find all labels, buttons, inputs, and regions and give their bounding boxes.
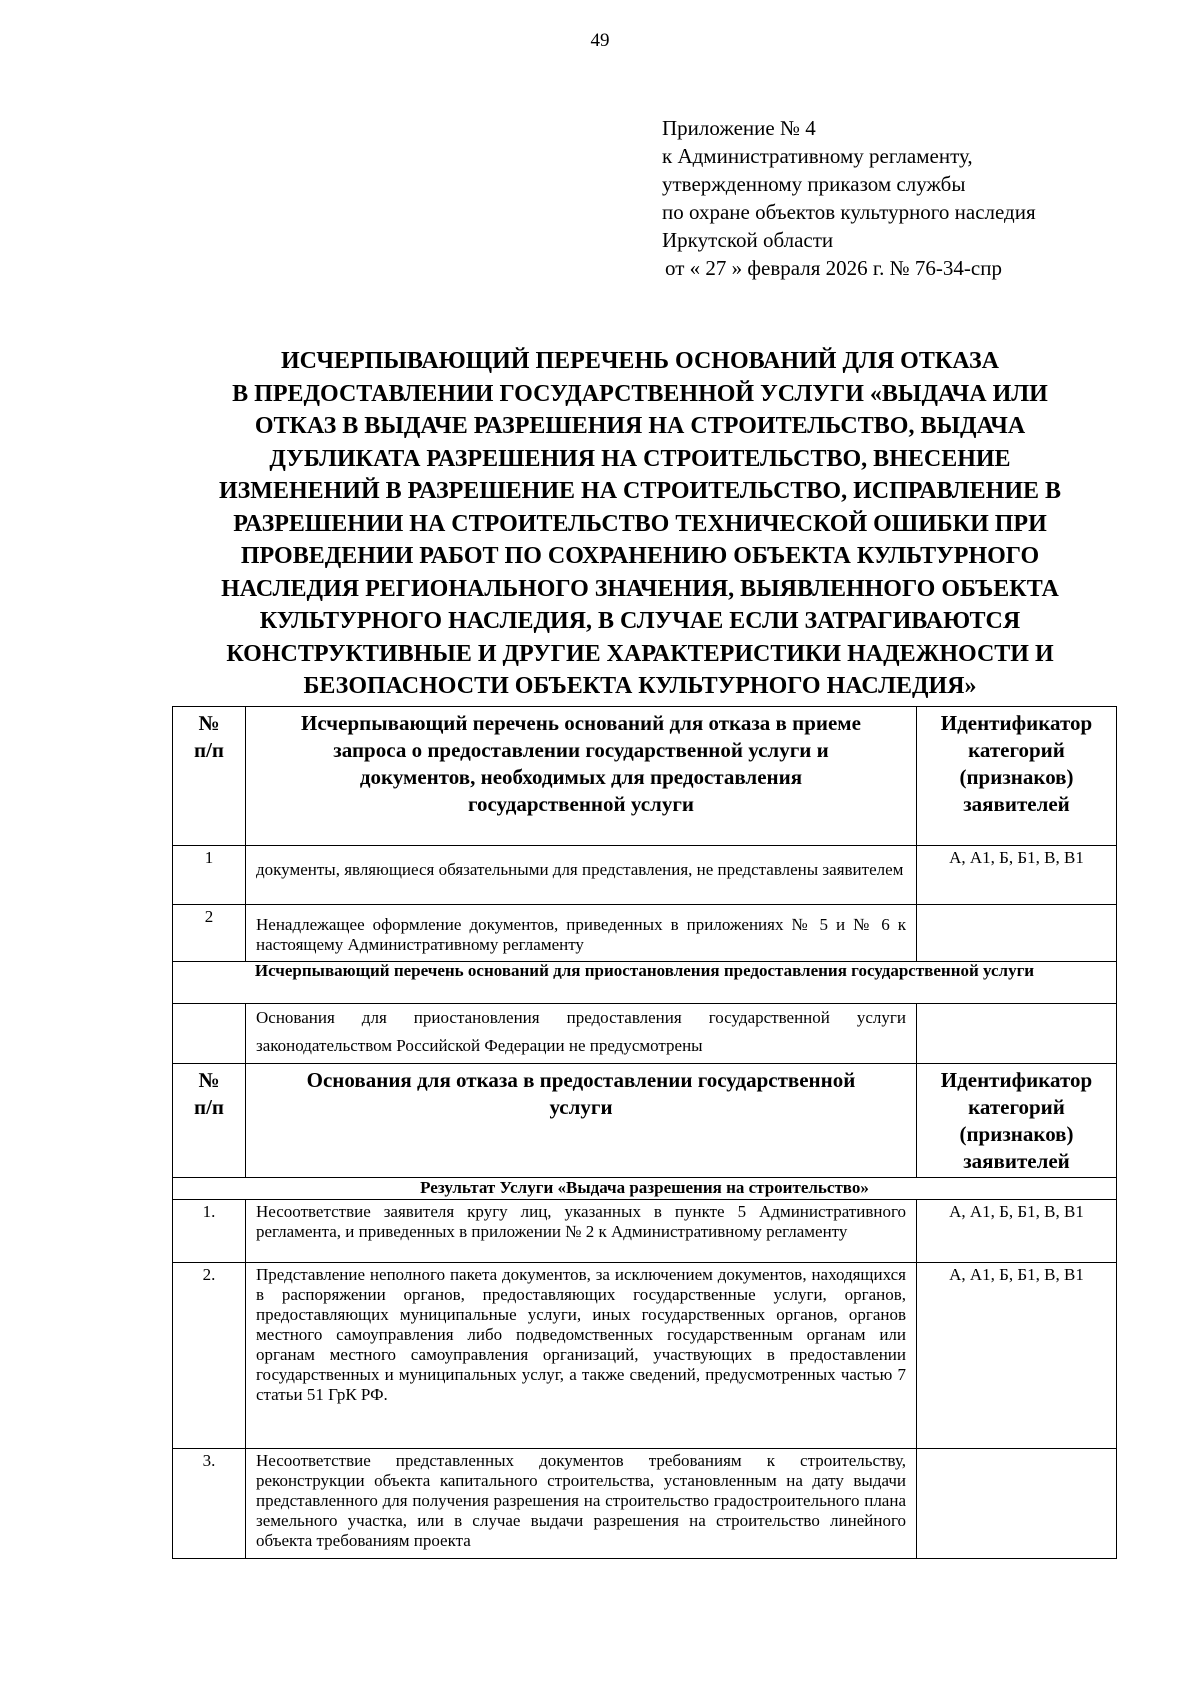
- appendix-line: по охране объектов культурного наследия: [662, 200, 1036, 224]
- row-ids: А, А1, Б, Б1, В, В1: [917, 846, 1117, 905]
- table-header-row: [173, 1064, 1117, 1178]
- appendix-block: [662, 114, 1036, 282]
- title-line: НАСЛЕДИЯ РЕГИОНАЛЬНОГО ЗНАЧЕНИЯ, ВЫЯВЛЕННОГО ОБЪЕКТА: [221, 575, 1059, 602]
- title-line: ПРОВЕДЕНИИ РАБОТ ПО СОХРАНЕНИЮ ОБЪЕКТА КУЛЬТУРНОГО: [240, 543, 1040, 569]
- table-row: [173, 846, 1117, 905]
- row-num: 1: [173, 846, 246, 905]
- row-text: Основания для приостановления предоставления государственной услуги законодательством Российской Федерации не предусмотрены: [246, 1004, 917, 1064]
- row-text: документы, являющиеся обязательными для представления, не представлены заявителем: [246, 846, 917, 905]
- page-number: 49: [590, 30, 610, 51]
- title-line: КУЛЬТУРНОГО НАСЛЕДИЯ, В СЛУЧАЕ ЕСЛИ ЗАТРАГИВАЮТСЯ: [259, 608, 1021, 634]
- row-ids: А, А1, Б, Б1, В, В1: [917, 1263, 1117, 1449]
- header-num-cell: № п/п: [173, 707, 246, 846]
- title-line: ИЗМЕНЕНИЙ В РАЗРЕШЕНИЕ НА СТРОИТЕЛЬСТВО, ИСПРАВЛЕНИЕ В: [218, 478, 1062, 504]
- row-text: Ненадлежащее оформление документов, приведенных в приложениях № 5 и № 6 к настоящему Административному регламенту: [246, 905, 917, 962]
- section-header-row: [173, 962, 1117, 1004]
- row-ids: [917, 1004, 1117, 1064]
- table-row: [173, 1004, 1117, 1064]
- row-num: 2: [173, 905, 246, 962]
- title-line: ИСЧЕРПЫВАЮЩИЙ ПЕРЕЧЕНЬ ОСНОВАНИЙ ДЛЯ ОТКАЗА: [281, 348, 999, 374]
- table-row: [173, 905, 1117, 962]
- header-desc-cell: Основания для отказа в предоставлении государственной услуги: [246, 1064, 917, 1178]
- title-line: БЕЗОПАСНОСТИ ОБЪЕКТА КУЛЬТУРНОГО НАСЛЕДИЯ»: [303, 673, 977, 699]
- row-text: Несоответствие заявителя кругу лиц, указанных в пункте 5 Административного регламента, и приведенных в приложении № 2 к Административному регламенту: [246, 1200, 917, 1263]
- table-row: [173, 1449, 1117, 1559]
- appendix-line: к Административному регламенту,: [662, 144, 973, 168]
- header-ids-cell: Идентификатор категорий (признаков) заявителей: [917, 707, 1117, 846]
- title-line: ДУБЛИКАТА РАЗРЕШЕНИЯ НА СТРОИТЕЛЬСТВО, ВНЕСЕНИЕ: [269, 445, 1011, 472]
- suspension-header: Исчерпывающий перечень оснований для приостановления предоставления государственной услуги: [173, 962, 1117, 1004]
- header-desc-cell: Исчерпывающий перечень оснований для отказа в приеме запроса о предоставлении государственной услуги и документов, необходимых для предоставления государственной услуги: [246, 707, 917, 846]
- row-text: Несоответствие представленных документов требованиям к строительству, реконструкции объекта капитального строительства, установленным на дату выдачи представленного для получения разрешения на строительство градостроительного плана земельного участка, или в случае выдачи разрешения на строительство линейного объекта требованиям проекта: [246, 1449, 917, 1559]
- appendix-line: утвержденному приказом службы: [662, 172, 966, 196]
- title-line: РАЗРЕШЕНИИ НА СТРОИТЕЛЬСТВО ТЕХНИЧЕСКОЙ ОШИБКИ ПРИ: [233, 510, 1047, 537]
- table-row: [173, 1263, 1117, 1449]
- row-ids: А, А1, Б, Б1, В, В1: [917, 1200, 1117, 1263]
- header-num-cell: № п/п: [173, 1064, 246, 1178]
- section-header-row: [173, 1178, 1117, 1200]
- appendix-line: от « 27 » февраля 2026 г. № 76-34-спр: [665, 256, 1002, 280]
- table-header-row: [173, 707, 1117, 846]
- row-num: 1.: [173, 1200, 246, 1263]
- appendix-line: Приложение № 4: [662, 116, 816, 140]
- row-num: [173, 1004, 246, 1064]
- row-text: Представление неполного пакета документов, за исключением документов, находящихся в распоряжении органов, предоставляющих государственные услуги, органов, предоставляющих муниципальные услуги, иных государственных органов, органов местного самоуправления либо подведомственных государственным органам или органам местного самоуправления организаций, участвующих в предоставлении государственных и муниципальных услуг, а также сведений, предусмотренных частью 7 статьи 51 ГрК РФ.: [246, 1263, 917, 1449]
- row-num: 2.: [173, 1263, 246, 1449]
- row-ids: [917, 1449, 1117, 1559]
- table-row: [173, 1200, 1117, 1263]
- row-num: 3.: [173, 1449, 246, 1559]
- title-line: КОНСТРУКТИВНЫЕ И ДРУГИЕ ХАРАКТЕРИСТИКИ НАДЕЖНОСТИ И: [226, 640, 1054, 667]
- title-line: В ПРЕДОСТАВЛЕНИИ ГОСУДАРСТВЕННОЙ УСЛУГИ «ВЫДАЧА ИЛИ: [232, 380, 1048, 407]
- appendix-line: Иркутской области: [662, 228, 834, 252]
- header-ids-cell: Идентификатор категорий (признаков) заявителей: [917, 1064, 1117, 1178]
- grounds-table: [172, 706, 1117, 1559]
- document-title: [160, 345, 1120, 703]
- title-line: ОТКАЗ В ВЫДАЧЕ РАЗРЕШЕНИЯ НА СТРОИТЕЛЬСТВО, ВЫДАЧА: [254, 413, 1026, 439]
- row-ids: [917, 905, 1117, 962]
- result-header: Результат Услуги «Выдача разрешения на строительство»: [173, 1178, 1117, 1200]
